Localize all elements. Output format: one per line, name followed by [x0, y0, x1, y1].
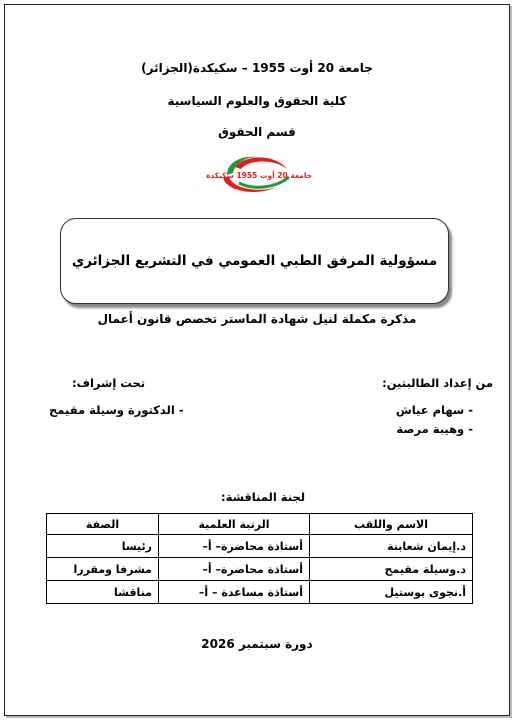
session-date: دورة سبتمبر 2026 — [201, 637, 313, 651]
thesis-subtitle: مذكرة مكملة لنيل شهادة الماستر تخصص قانون أعمال — [97, 312, 417, 326]
member-rank: أستاذة مساعدة – أ– — [159, 581, 310, 604]
thesis-title-box — [60, 218, 449, 304]
university-logo — [205, 147, 313, 199]
column-header-name: الاسم واللقب — [310, 514, 473, 535]
member-name: د.وسيلة مقيمح — [310, 558, 473, 581]
department-name: قسم الحقوق — [218, 125, 296, 139]
university-name: جامعة 20 أوت 1955 – سكيكدة(الجزائر) — [141, 61, 373, 75]
member-name: د.إيمان شعابنة — [310, 535, 473, 558]
table-row — [47, 581, 473, 604]
table-header-row — [47, 514, 473, 535]
document-page — [4, 4, 510, 716]
column-header-rank: الرتبة العلمية — [159, 514, 310, 535]
supervisor-name: - الدكتورة وسيلة مقيمح — [49, 403, 184, 417]
member-rank: أستاذة محاضرة– أ– — [159, 535, 310, 558]
member-role: مشرفا ومقررا — [47, 558, 159, 581]
member-rank: أستاذة محاضرة– أ– — [159, 558, 310, 581]
column-header-role: الصفة — [47, 514, 159, 535]
member-role: رئيسا — [47, 535, 159, 558]
prepared-by-label: من إعداد الطالبتين: — [382, 376, 493, 390]
faculty-name: كلية الحقوق والعلوم السياسية — [167, 94, 347, 108]
logo-text: جامعة 20 أوت 1955 سكيكدة — [205, 171, 313, 180]
committee-label: لجنة المناقشة: — [221, 490, 306, 504]
table-row — [47, 535, 473, 558]
student-name-1: - سهام عياش — [395, 403, 473, 417]
thesis-title: مسؤولية المرفق الطبي العمومي في التشريع الجزائري — [71, 253, 438, 269]
table-row — [47, 558, 473, 581]
supervision-label: تحت إشراف: — [72, 376, 146, 390]
member-role: مناقشا — [47, 581, 159, 604]
student-name-2: - وهيبة مرصة — [396, 422, 473, 436]
committee-table — [46, 513, 473, 604]
member-name: أ.نجوى بوستيل — [310, 581, 473, 604]
